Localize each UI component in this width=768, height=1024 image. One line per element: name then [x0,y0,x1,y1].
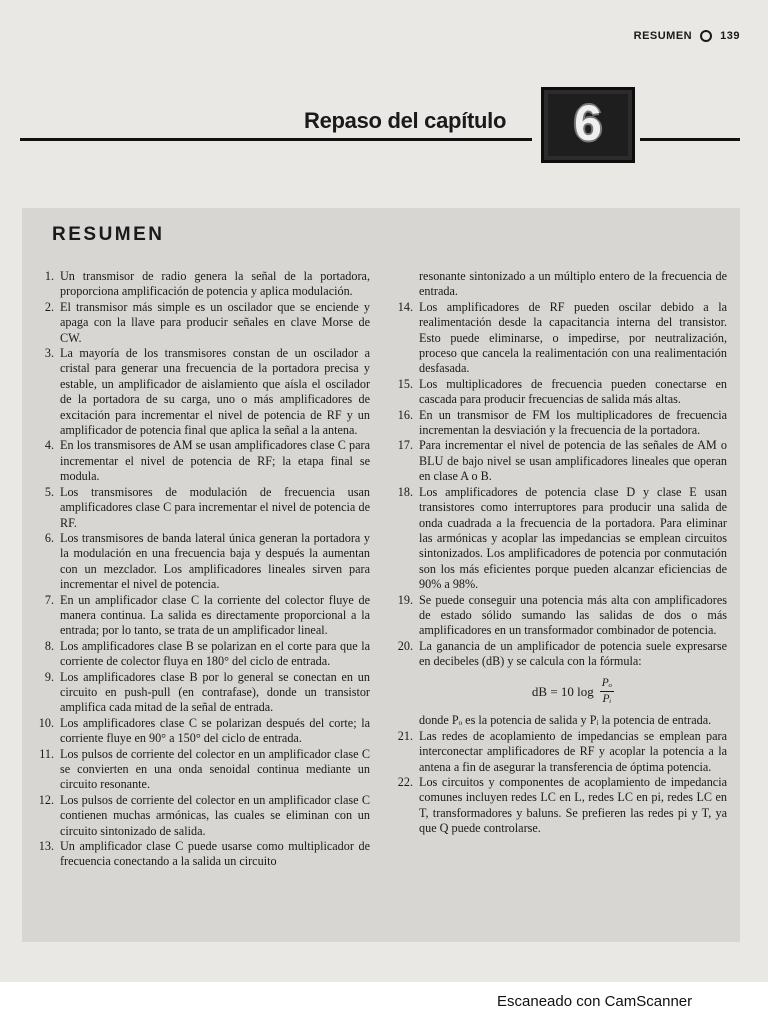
summary-item [393,377,727,408]
summary-item-number: 8. [44,638,54,653]
summary-item-number: 13. [38,839,54,854]
summary-item-text: Los multiplicadores de frecuencia pueden conectarse en cascada para producir frecuencias de salida más altas. [419,376,727,407]
summary-item [393,408,727,439]
summary-item-text: El transmisor más simple es un oscilador que se enciende y apaga con la llave para producir señales en clave Morse de CW. [60,299,370,345]
summary-item-text: En los transmisores de AM se usan amplificadores clase C para incrementar el nivel de potencia de RF; la etapa final se modula. [60,438,370,484]
summary-item-number: 7. [44,592,54,607]
gain-formula [419,676,727,708]
summary-item-text: La mayoría de los transmisores constan de un oscilador a cristal para generar una frecuencia de la portadora precisa y estable, un amplificador de aislamiento que aísla el oscilador de la portadora de su carga, uno o más amplificadores de excitación para incrementar el nivel de potencia de RF y un amplificador de potencia final que aplica la señal a la antena. [60,346,370,438]
summary-item-text: La ganancia de un amplificador de potencia suele expresarse en decibeles (dB) y se calcula con la fórmula: [419,638,727,669]
summary-item [34,839,370,870]
formula-numerator: Pₒ [600,676,614,692]
summary-right-items [393,300,727,670]
summary-item-text: Los amplificadores clase B se polarizan en el corte para que la corriente de colector fluya en 180° del ciclo de entrada. [60,638,370,669]
summary-item-text: Para incrementar el nivel de potencia de las señales de AM o BLU de bajo nivel se usan amplificadores lineales que operan en clase A o B. [419,438,727,484]
summary-item [393,639,727,670]
title-rule-left [20,138,532,141]
summary-right-items-2 [393,729,727,837]
summary-item-number: 3. [44,346,54,361]
summary-item-number: 2. [44,299,54,314]
summary-right-column [393,269,727,837]
formula-fraction [600,676,614,708]
formula-denominator: Pᵢ [602,692,612,705]
chapter-title: Repaso del capítulo [304,108,507,133]
summary-item [393,775,727,837]
summary-item-text: Los pulsos de corriente del colector en un amplificador clase C contienen muchas armónicas, las cuales se eliminan con un circuito sintonizado de salida. [60,792,370,838]
summary-item [34,485,370,531]
summary-item [34,716,370,747]
summary-item-number: 11. [39,746,54,761]
summary-item-text: Los transmisores de modulación de frecuencia usan amplificadores clase C para incrementar el nivel de potencia de RF. [60,484,370,530]
summary-item-number: 22. [397,775,413,789]
summary-item-text: Los amplificadores clase B por lo general se conectan en un circuito en push-pull (en contrafase), donde un transistor amplifica cada mitad de la señal de entrada. [60,669,370,715]
summary-item [34,670,370,716]
summary-item [393,300,727,377]
summary-item-text: Un transmisor de radio genera la señal de la portadora, proporciona amplificación de potencia y aplica modulación. [60,269,370,299]
summary-item-text: Los amplificadores de RF pueden oscilar debido a la realimentación desde la capacitancia interna del transistor. Esto puede eliminarse, o impedirse, por neutralización, proceso que cancela la realimentación con una realimentación desfasada. [419,299,727,376]
summary-item [34,747,370,793]
running-head-section: RESUMEN [633,30,693,42]
summary-item-text: Un amplificador clase C puede usarse como multiplicador de frecuencia conectando a la salida un circuito [60,839,370,869]
summary-item-text: Se puede conseguir una potencia más alta con amplificadores de estado sólido sumando las salidas de dos o más amplificadores en un transformador combinador de potencia. [419,592,727,638]
summary-item-number: 18. [397,484,413,499]
summary-item [34,300,370,346]
summary-item [34,346,370,438]
summary-item-number: 12. [38,792,54,807]
summary-item-number: 6. [44,530,54,545]
formula-note: donde Pₒ es la potencia de salida y Pᵢ la potencia de entrada. [419,713,712,728]
summary-item-number: 17. [397,438,413,453]
summary-item-number: 15. [397,376,413,391]
summary-item-text: Las redes de acoplamiento de impedancias se emplean para interconectar amplificadores de RF y acoplar la potencia a la antena a fin de asegurar la transferencia de óptima potencia. [419,728,727,774]
item-13-continuation: resonante sintonizado a un múltiplo entero de la frecuencia de entrada. [419,269,727,299]
title-rule-right [640,138,740,141]
summary-item-text: Los pulsos de corriente del colector en un amplificador clase C se convierten en una onda senoidal continua mediante un circuito resonante. [60,746,370,792]
summary-left-column [34,269,370,870]
summary-item [34,531,370,593]
summary-item-text: Los amplificadores clase C se polarizan después del corte; la corriente fluye en 90° a 150° del ciclo de entrada. [60,715,370,746]
summary-item-number: 1. [44,269,54,283]
summary-item [393,729,727,775]
summary-item-number: 10. [38,715,54,730]
summary-item [34,593,370,639]
summary-item-number: 4. [44,438,54,453]
summary-heading: RESUMEN [52,224,165,245]
running-head [634,30,740,42]
page-number: 139 [720,30,740,42]
summary-item-number: 19. [397,592,413,607]
scanner-watermark: Escaneado con CamScanner [497,993,693,1010]
summary-item [393,485,727,593]
summary-item-number: 14. [397,299,413,314]
summary-item-text: En un amplificador clase C la corriente del colector fluye de manera continua. La salida es directamente proporcional a la entrada; por lo tanto, se trata de un amplificador lineal. [60,592,370,638]
formula-lhs: dB = 10 log [531,683,594,699]
summary-item-text: En un transmisor de FM los multiplicadores de frecuencia incrementan la desviación y la frecuencia de la portadora. [419,407,727,438]
summary-item-number: 9. [44,669,54,684]
summary-item [393,593,727,639]
summary-item-number: 21. [397,728,413,743]
summary-item-number: 20. [397,638,413,653]
summary-item [34,269,370,300]
chapter-number: 6 [574,95,602,151]
summary-item-text: Los amplificadores de potencia clase D y clase E usan transistores como interruptores para producir una salida de onda cuadrada a la frecuencia de la portadora. Para eliminar las armónicas y acoplar las impedancias se emplean circuitos sintonizados. Los amplificadores de potencia por conmutación son los más eficientes porque pueden alcanzar eficiencias de 90% a 98%. [419,484,727,592]
summary-item-text: Los transmisores de banda lateral única generan la portadora y la modulación en una frecuencia baja y después la aumentan con un mezclador. Los amplificadores lineales sirven para incrementar el nivel de potencia. [60,530,370,592]
summary-item-number: 16. [397,407,413,422]
summary-item [393,438,727,484]
bullet-circle-icon [700,30,712,42]
summary-item-number: 5. [44,484,54,499]
chapter-number-box [541,87,635,163]
summary-item [34,438,370,484]
summary-item-text: Los circuitos y componentes de acoplamiento de impedancia comunes incluyen redes LC en L, redes LC en pi, redes LC en T, transformadores y baluns. Se prefieren las redes pi y T, ya que Q puede controlarse. [419,775,727,836]
summary-item [34,639,370,670]
summary-item [34,793,370,839]
